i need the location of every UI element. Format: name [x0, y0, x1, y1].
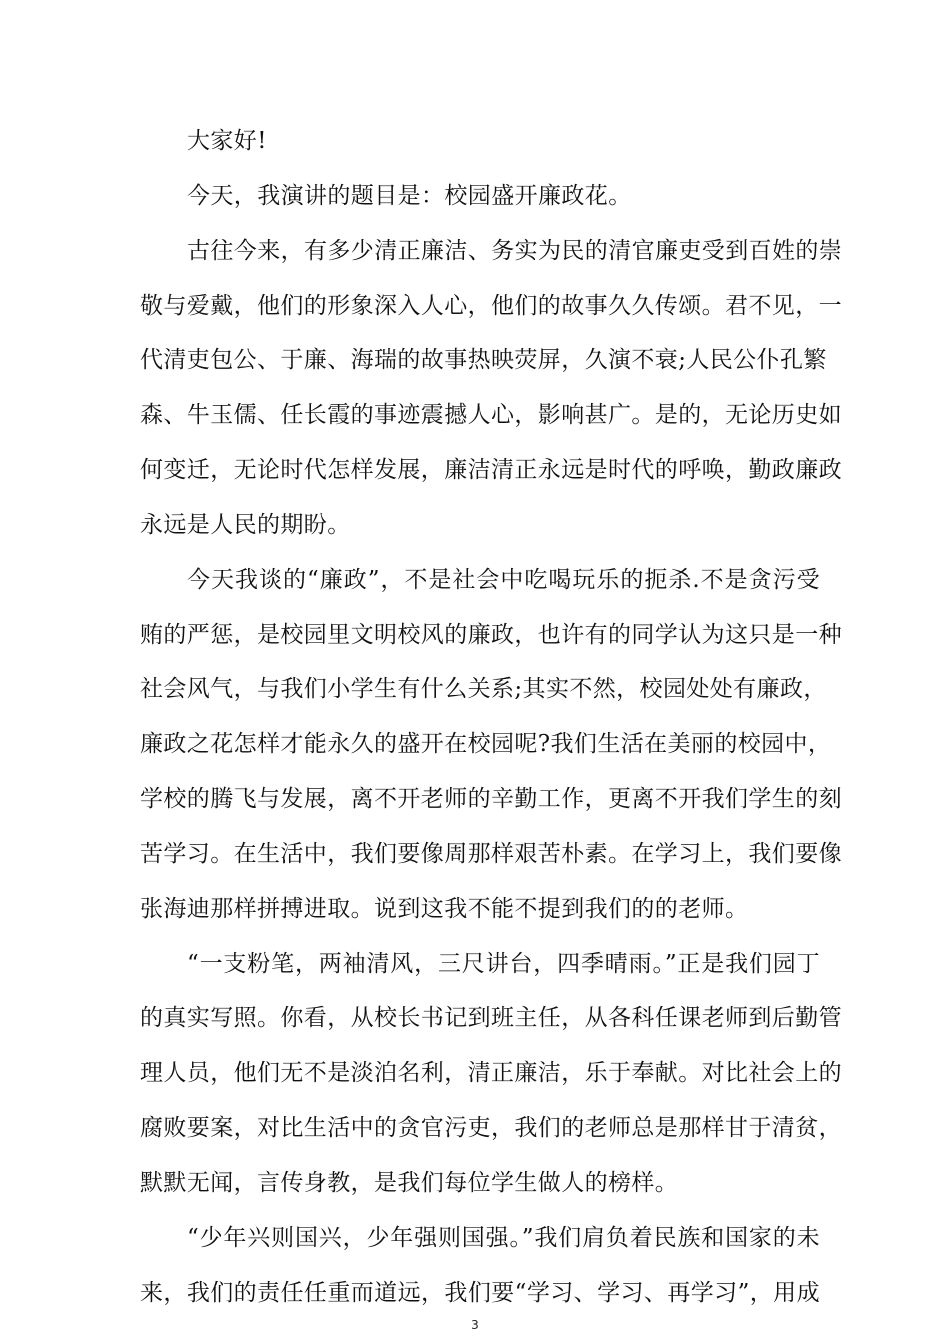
- paragraph-line: 廉政之花怎样才能永久的盛开在校园呢?我们生活在美丽的校园中，: [140, 731, 832, 757]
- paragraph-line: 苦学习。在生活中，我们要像周那样艰苦朴素。在学习上，我们要像: [140, 841, 842, 867]
- paragraph-line: 敬与爱戴，他们的形象深入人心，他们的故事久久传颂。君不见，一: [140, 293, 842, 319]
- paragraph-line: 张海迪那样拼搏进取。说到这我不能不提到我们的的老师。: [140, 896, 749, 922]
- topic-line: 今天，我演讲的题目是：校园盛开廉政花。: [187, 183, 632, 209]
- paragraph-line: 代清吏包公、于廉、海瑞的故事热映荧屏，久演不衰;人民公仆孔繁: [140, 347, 827, 373]
- paragraph-line: 默默无闻，言传身教，是我们每位学生做人的榜样。: [140, 1170, 679, 1196]
- paragraph-line: 今天我谈的“廉政”，不是社会中吃喝玩乐的扼杀.不是贪污受: [187, 567, 820, 593]
- paragraph-line: 古往今来，有多少清正廉洁、务实为民的清官廉吏受到百姓的崇: [187, 238, 843, 264]
- paragraph-line: 学校的腾飞与发展，离不开老师的辛勤工作，更离不开我们学生的刻: [140, 786, 842, 812]
- paragraph-line: 社会风气，与我们小学生有什么关系;其实不然，校园处处有廉政，: [140, 676, 827, 702]
- paragraph-line: 永远是人民的期盼。: [140, 512, 351, 538]
- greeting-line: 大家好!: [187, 128, 267, 154]
- paragraph-line: 森、牛玉儒、任长霞的事迹震撼人心，影响甚广。是的，无论历史如: [140, 402, 842, 428]
- paragraph-line: 腐败要案，对比生活中的贪官污吏，我们的老师总是那样甘于清贫，: [140, 1115, 842, 1141]
- paragraph-line: 贿的严惩，是校园里文明校风的廉政，也许有的同学认为这只是一种: [140, 622, 842, 648]
- paragraph-line: 来，我们的责任任重而道远，我们要“学习、学习、再学习”，用成: [140, 1280, 820, 1306]
- paragraph-line: 理人员，他们无不是淡泊名利，清正廉洁，乐于奉献。对比社会上的: [140, 1060, 842, 1086]
- paragraph-line: 的真实写照。你看，从校长书记到班主任，从各科任课老师到后勤管: [140, 1005, 842, 1031]
- paragraph-line: “一支粉笔，两袖清风，三尺讲台，四季晴雨。”正是我们园丁: [187, 951, 820, 977]
- page-number: 3: [471, 1318, 479, 1332]
- paragraph-line: 何变迁，无论时代怎样发展，廉洁清正永远是时代的呼唤，勤政廉政: [140, 457, 842, 483]
- paragraph-line: “少年兴则国兴，少年强则国强。”我们肩负着民族和国家的未: [187, 1225, 820, 1251]
